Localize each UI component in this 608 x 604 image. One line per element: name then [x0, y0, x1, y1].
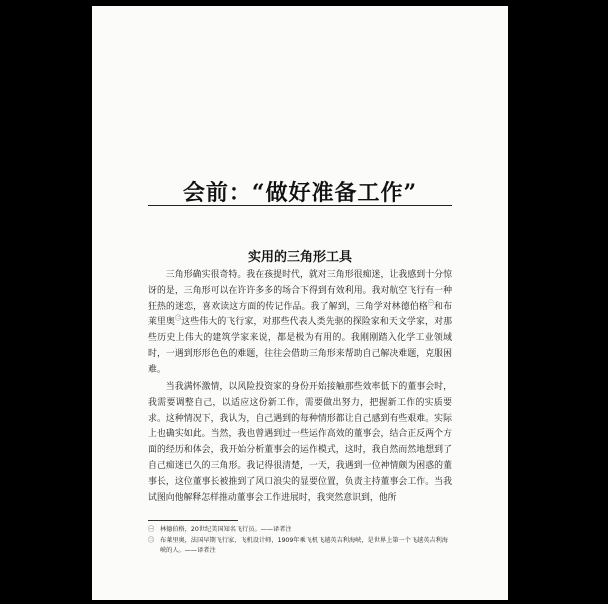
paragraph-1-text-b: 和布莱里奥 [148, 301, 452, 328]
footnote-2-text: 布莱里奥，法国早期飞行家，飞机设计师，1909年乘飞机飞越英吉利海峡，是世界上第一个飞越英吉利海峡的人。——译者注 [160, 537, 448, 554]
title-rule [148, 205, 452, 206]
paragraph-1 [148, 268, 452, 379]
paragraph-1-text-c: 这些伟大的飞行家，对那些代表人类先驱的探险家和天文学家，对那些历史上伟大的建筑学家来说，都是极为有用的。我刚刚踏入化学工业领域时，一遇到形形色色的难题，往往会借助三角形来帮助自己解决难题，克服困难。 [148, 317, 452, 375]
footnote-2-mark: ㊁ [148, 537, 155, 544]
footnote-ref-2: ㊁ [175, 315, 182, 323]
footnote-1-mark: ㊀ [148, 526, 155, 533]
footnote-ref-1: ㊀ [427, 299, 435, 307]
paragraph-2: 当我满怀激情，以风险投资家的身份开始接触那些效率低下的董事会时，我需要调整自己，以适应这份新工作，需要做出努力，把握新工作的实质要求。这种情况下，我认为，自己遇到的每种情形都让自己感到有些艰难。实际上也确实如此。当然，我也曾遇到过一些运作高效的董事会，结合正反两个方面的经历和体会，我开始分析董事会的运作模式，这时，我自然而然地想到了自己痴迷已久的三角形。我记得很清楚，一天，我遇到一位神情颇为困惑的董事长，这位董事长被推到了风口浪尖的显要位置，负责主持董事会工作。当我试图向他解释怎样推动董事会工作进展时，我突然意识到，他所 [148, 382, 452, 503]
footnote-rule [148, 520, 238, 521]
footnote-1-text: 林德伯格，20世纪美国知名飞行员。——译者注 [160, 526, 292, 533]
book-page [92, 6, 508, 600]
paragraph-1-text-a: 三角形确实很奇特。我在孩提时代，就对三角形很痴迷，让我感到十分惊讶的是，三角形可以在许许多多的场合下得到有效利用。我对航空飞行有一种狂热的迷恋，喜欢读这方面的传记作品。我了解到，三角学对林德伯格 [148, 270, 452, 312]
footnote-1 [148, 525, 454, 535]
footnotes [148, 525, 454, 557]
footnote-2 [148, 536, 454, 556]
body-text [148, 268, 452, 508]
chapter-title: 会前：“做好准备工作” [182, 180, 418, 206]
section-heading: 实用的三角形工具 [247, 250, 352, 265]
